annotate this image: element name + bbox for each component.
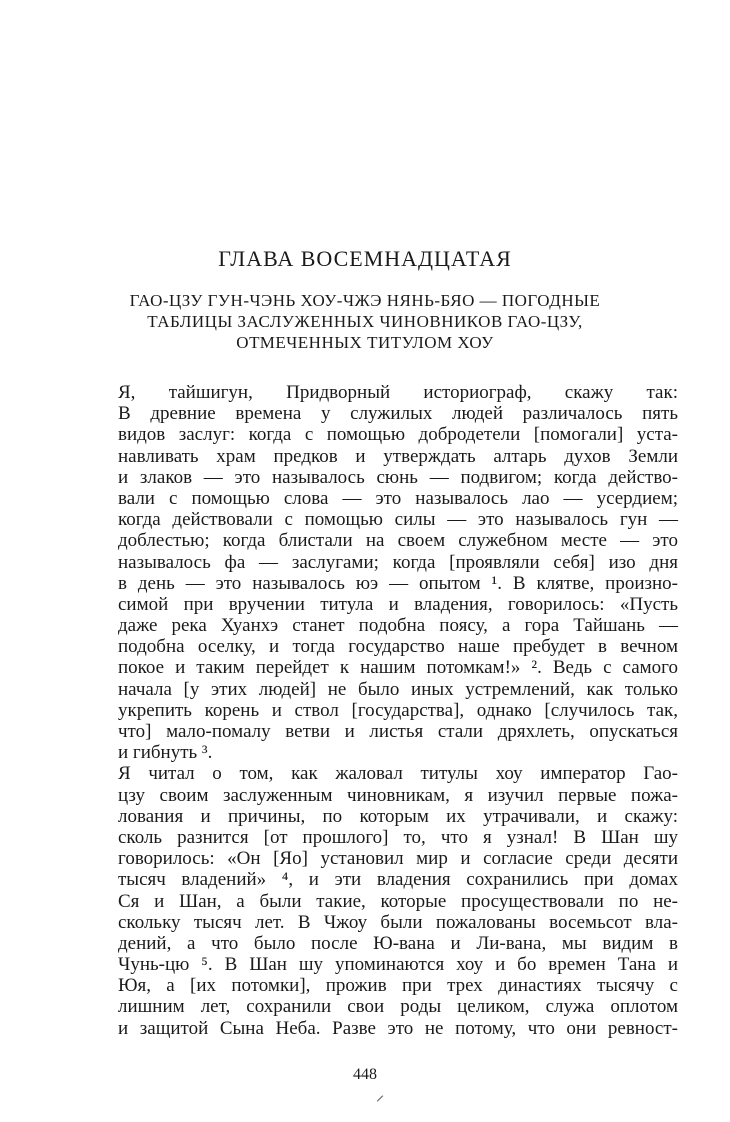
- paragraph-line: тысяч владений» ⁴, и эти владения сохранились при домах: [118, 869, 678, 891]
- paragraph-line: скольку тысяч лет. В Чжоу были пожалованы восемьсот вла-: [118, 911, 678, 933]
- paragraph-line: навливать храм предков и утверждать алтарь духов Земли: [118, 445, 678, 467]
- paragraph-line: лования и причины, по которым их утрачивали, и скажу:: [118, 805, 678, 827]
- paragraph-line: говорилось: «Он [Яо] установил мир и согласие среди десяти: [118, 848, 678, 870]
- paragraph-line: Ся и Шан, а были такие, которые просуществовали по не-: [118, 890, 678, 912]
- paragraph-line: и защитой Сына Неба. Разве это не потому, что они ревност-: [118, 1017, 678, 1039]
- paragraph-line: покое и таким перейдет к нашим потомкам!» ². Ведь с самого: [118, 657, 678, 679]
- chapter-subtitle: [90, 290, 640, 353]
- paragraph-line: Юя, а [их потомки], прожив при трех династиях тысячу с: [118, 975, 678, 997]
- paragraph-line: подобна оселку, и тогда государство наше пребудет в вечном: [118, 636, 678, 658]
- paragraph-line: в день — это называлось юэ — опытом ¹. В клятве, произно-: [118, 572, 678, 594]
- page-number: 448: [353, 1066, 377, 1083]
- paragraph-line: вали с помощью слова — это называлось лао — усердием;: [118, 487, 678, 509]
- paragraph-line: Я, тайшигун, Придворный историограф, скажу так:: [118, 382, 678, 403]
- paragraph-line: что] мало-помалу ветви и листья стали дряхлеть, опускаться: [118, 721, 678, 742]
- subtitle-line: ГАО-ЦЗУ ГУН-ЧЭНЬ ХОУ-ЧЖЭ НЯНЬ-БЯО — ПОГОДНЫЕ: [129, 291, 601, 310]
- paragraph-line: укрепить корень и ствол [государства], однако [случилось так,: [118, 699, 678, 721]
- paragraph-line: симой при вручении титула и владения, говорилось: «Пусть: [118, 593, 678, 615]
- paragraph-line: начала [у этих людей] не было иных устремлений, как только: [118, 678, 678, 700]
- stray-mark: [377, 1095, 383, 1101]
- paragraph-line: В древние времена у служилых людей различалось пять: [118, 403, 678, 425]
- paragraph-line: цзу своим заслуженным чиновникам, я изучил первые пожа-: [118, 784, 678, 806]
- subtitle-line: ОТМЕЧЕННЫХ ТИТУЛОМ ХОУ: [236, 333, 494, 352]
- paragraph-line: и злаков — это называлось сюнь — подвигом; когда действо-: [118, 466, 678, 488]
- paragraph-line: сколь разнится [от прошлого] то, что я узнал! В Шан шу: [118, 826, 678, 848]
- chapter-title: ГЛАВА ВОСЕМНАДЦАТАЯ: [218, 246, 512, 271]
- paragraph-line: видов заслуг: когда с помощью добродетели [помогали] уста-: [118, 424, 678, 446]
- paragraph-line: Я читал о том, как жаловал титулы хоу император Гао-: [118, 763, 678, 785]
- paragraph-line: и гибнуть ³.: [118, 742, 213, 764]
- paragraph-line: когда действовали с помощью силы — это называлось гун —: [118, 509, 678, 531]
- paragraph-line: называлось фа — заслугами; когда [проявляли себя] изо дня: [118, 551, 678, 573]
- paragraph-line: лишним лет, сохранили свои роды целиком, служа оплотом: [118, 996, 678, 1018]
- paragraph-line: доблестью; когда блистали на своем служебном месте — это: [118, 530, 678, 552]
- body-text: [118, 382, 678, 1039]
- paragraph-line: Чунь-цю ⁵. В Шан шу упоминаются хоу и бо времен Тана и: [118, 954, 678, 976]
- paragraph-line: дений, а что было после Ю-вана и Ли-вана, мы видим в: [118, 932, 678, 954]
- subtitle-line: ТАБЛИЦЫ ЗАСЛУЖЕННЫХ ЧИНОВНИКОВ ГАО-ЦЗУ,: [147, 312, 583, 331]
- paragraph-line: даже река Хуанхэ станет подобна поясу, а гора Тайшань —: [118, 615, 678, 637]
